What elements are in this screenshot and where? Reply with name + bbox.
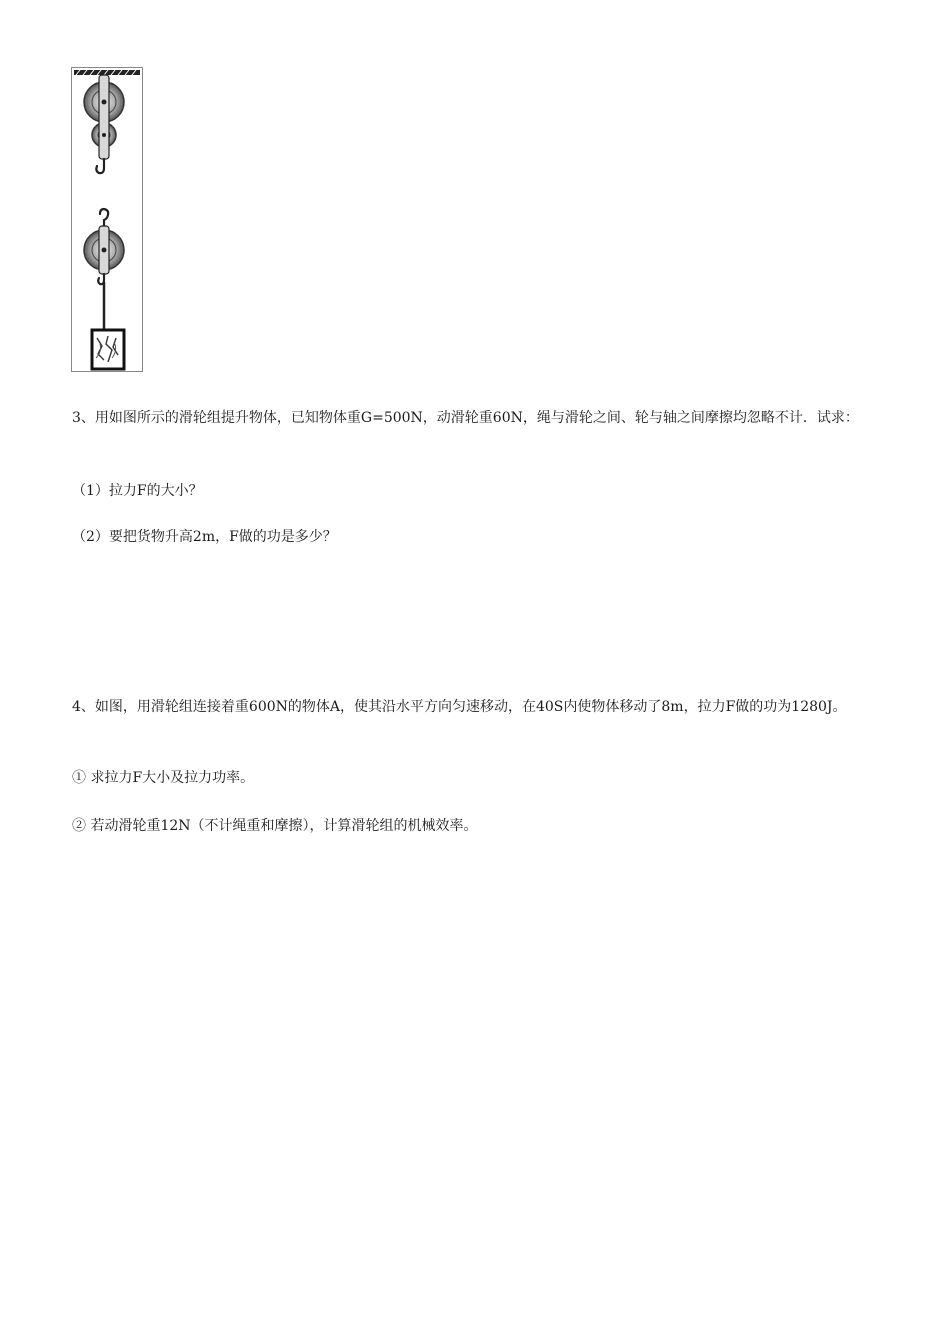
question-3-part-1: （1）拉力F的大小？ [72, 483, 203, 499]
movable-pulley-icon [84, 226, 124, 274]
weight-block-icon [92, 330, 124, 369]
question-4-part-1: ① 求拉力F大小及拉力功率。 [72, 770, 255, 786]
ceiling-icon [74, 70, 140, 75]
pulley-system-figure [71, 67, 143, 372]
pulley-diagram [72, 68, 142, 371]
question-4-part-2: ② 若动滑轮重12N（不计绳重和摩擦），计算滑轮组的机械效率。 [72, 818, 478, 834]
hook-icon [100, 209, 108, 228]
question-3-text: 3、用如图所示的滑轮组提升物体，已知物体重G=500N，动滑轮重60N，绳与滑轮之间、轮与轴之间摩擦均忽略不计．试求： [72, 410, 859, 426]
hook-icon [96, 159, 104, 173]
fixed-pulley-icon [84, 75, 124, 159]
question-4-text: 4、如图，用滑轮组连接着重600N的物体A，使其沿水平方向匀速移动，在40S内使物体移动了8m，拉力F做的功为1280J。 [72, 699, 847, 715]
question-3-part-2: （2）要把货物升高2m，F做的功是多少？ [72, 529, 337, 545]
